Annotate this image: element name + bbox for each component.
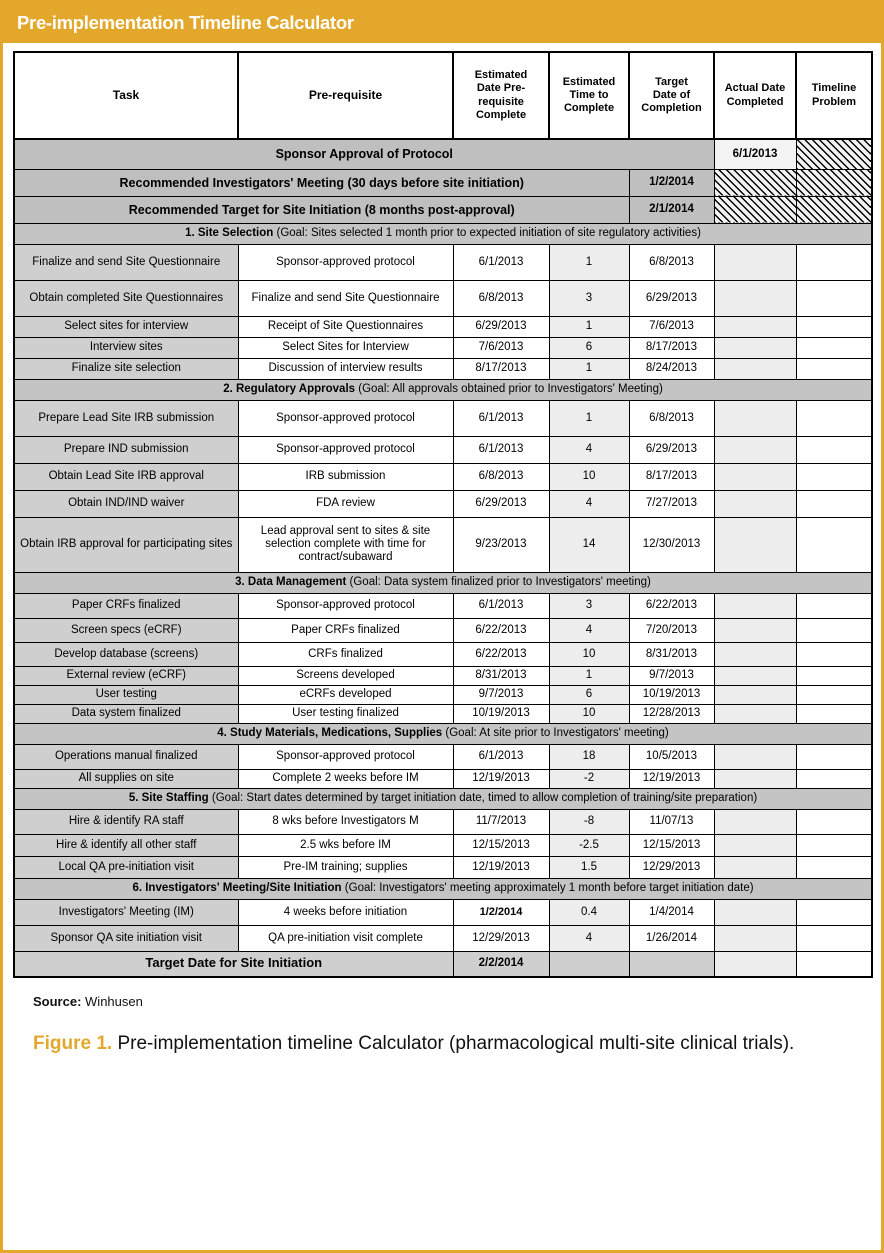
row-est-date: 6/8/2013 bbox=[453, 280, 549, 316]
row-prerequisite: Sponsor-approved protocol bbox=[238, 593, 453, 618]
row-task: All supplies on site bbox=[14, 769, 238, 788]
row-target-date: 8/24/2013 bbox=[629, 358, 714, 379]
col-header-target-date-of-completion: Target Date of Completion bbox=[629, 52, 714, 139]
row-timeline-problem bbox=[796, 517, 872, 572]
row-est-time: 3 bbox=[549, 280, 629, 316]
row-timeline-problem bbox=[796, 769, 872, 788]
col-header-actual-date-completed: Actual Date Completed bbox=[714, 52, 796, 139]
section-number: 3. Data Management bbox=[235, 576, 347, 589]
final-target-date[interactable]: 2/2/2014 bbox=[453, 951, 549, 977]
final-target-actual[interactable] bbox=[714, 951, 796, 977]
table-row bbox=[14, 704, 872, 723]
figure-caption-text: Pre-implementation timeline Calculator (pharmacological multi-site clinical trials). bbox=[117, 1033, 795, 1054]
section-goal: (Goal: All approvals obtained prior to Investigators' Meeting) bbox=[358, 383, 663, 396]
milestone-label: Recommended Investigators' Meeting (30 days before site initiation) bbox=[14, 169, 629, 196]
row-est-date: 6/22/2013 bbox=[453, 642, 549, 666]
row-est-date: 6/1/2013 bbox=[453, 400, 549, 436]
row-target-date: 8/17/2013 bbox=[629, 337, 714, 358]
row-target-date: 12/29/2013 bbox=[629, 856, 714, 878]
row-timeline-problem bbox=[796, 400, 872, 436]
col-header-prerequisite: Pre-requisite bbox=[238, 52, 453, 139]
row-est-date: 12/15/2013 bbox=[453, 834, 549, 856]
col-header-task: Task bbox=[14, 52, 238, 139]
row-est-time: 1 bbox=[549, 316, 629, 337]
row-est-date: 7/6/2013 bbox=[453, 337, 549, 358]
row-prerequisite: Paper CRFs finalized bbox=[238, 618, 453, 642]
timeline-calculator-table bbox=[13, 51, 873, 978]
row-task: Paper CRFs finalized bbox=[14, 593, 238, 618]
row-task: External review (eCRF) bbox=[14, 666, 238, 685]
row-est-time: 1 bbox=[549, 400, 629, 436]
row-est-date: 10/19/2013 bbox=[453, 704, 549, 723]
row-task: Prepare IND submission bbox=[14, 436, 238, 463]
row-est-time: 1 bbox=[549, 244, 629, 280]
row-target-date: 6/29/2013 bbox=[629, 280, 714, 316]
milestone-row-recommended-target-site-initiation bbox=[14, 196, 872, 223]
row-target-date: 6/8/2013 bbox=[629, 244, 714, 280]
row-est-time: 18 bbox=[549, 744, 629, 769]
row-actual-date-input[interactable] bbox=[714, 280, 796, 316]
page-title: Pre-implementation Timeline Calculator bbox=[17, 12, 354, 33]
row-prerequisite: CRFs finalized bbox=[238, 642, 453, 666]
row-prerequisite: Sponsor-approved protocol bbox=[238, 436, 453, 463]
row-actual-date-input[interactable] bbox=[714, 685, 796, 704]
row-actual-date-input[interactable] bbox=[714, 856, 796, 878]
milestone-timeline-problem-hatched bbox=[796, 169, 872, 196]
row-target-date: 8/31/2013 bbox=[629, 642, 714, 666]
row-prerequisite: QA pre-initiation visit complete bbox=[238, 925, 453, 951]
milestone-row-recommended-investigators-meeting bbox=[14, 169, 872, 196]
milestone-row-sponsor-approval bbox=[14, 139, 872, 169]
row-prerequisite: Discussion of interview results bbox=[238, 358, 453, 379]
final-target-row bbox=[14, 951, 872, 977]
row-est-date-input[interactable]: 1/2/2014 bbox=[453, 899, 549, 925]
row-target-date: 12/15/2013 bbox=[629, 834, 714, 856]
row-task: Obtain Lead Site IRB approval bbox=[14, 463, 238, 490]
milestone-date: 1/2/2014 bbox=[629, 169, 714, 196]
row-task: Obtain completed Site Questionnaires bbox=[14, 280, 238, 316]
row-est-date: 6/1/2013 bbox=[453, 593, 549, 618]
row-est-time: 14 bbox=[549, 517, 629, 572]
row-task: User testing bbox=[14, 685, 238, 704]
table-row bbox=[14, 358, 872, 379]
section-goal: (Goal: Data system finalized prior to Investigators' meeting) bbox=[349, 576, 651, 589]
table-row bbox=[14, 316, 872, 337]
row-actual-date-input[interactable] bbox=[714, 704, 796, 723]
section-goal: (Goal: Investigators' meeting approximately 1 month before target initiation date) bbox=[344, 882, 754, 895]
row-timeline-problem bbox=[796, 809, 872, 834]
section-goal: (Goal: Start dates determined by target initiation date, timed to allow completion of training/site preparation) bbox=[211, 792, 758, 805]
row-est-date: 6/29/2013 bbox=[453, 490, 549, 517]
section-header-2 bbox=[14, 379, 872, 400]
row-est-date: 6/29/2013 bbox=[453, 316, 549, 337]
table-row bbox=[14, 642, 872, 666]
row-prerequisite: IRB submission bbox=[238, 463, 453, 490]
row-timeline-problem bbox=[796, 834, 872, 856]
table-header-row bbox=[14, 52, 872, 139]
row-target-date: 12/19/2013 bbox=[629, 769, 714, 788]
col-header-estimated-time-to-complete: Estimated Time to Complete bbox=[549, 52, 629, 139]
row-timeline-problem bbox=[796, 744, 872, 769]
row-est-time: 6 bbox=[549, 337, 629, 358]
final-target-label: Target Date for Site Initiation bbox=[14, 951, 453, 977]
row-timeline-problem bbox=[796, 280, 872, 316]
figure-caption bbox=[33, 1031, 853, 1056]
row-est-date: 9/23/2013 bbox=[453, 517, 549, 572]
row-prerequisite: Select Sites for Interview bbox=[238, 337, 453, 358]
milestone-label: Sponsor Approval of Protocol bbox=[14, 139, 714, 169]
row-task: Hire & identify RA staff bbox=[14, 809, 238, 834]
row-prerequisite: Sponsor-approved protocol bbox=[238, 400, 453, 436]
row-task: Prepare Lead Site IRB submission bbox=[14, 400, 238, 436]
final-target-problem bbox=[796, 951, 872, 977]
row-prerequisite: Pre-IM training; supplies bbox=[238, 856, 453, 878]
row-task: Data system finalized bbox=[14, 704, 238, 723]
row-prerequisite: 8 wks before Investigators M bbox=[238, 809, 453, 834]
table-row bbox=[14, 809, 872, 834]
row-est-time: 4 bbox=[549, 925, 629, 951]
row-target-date: 6/8/2013 bbox=[629, 400, 714, 436]
section-number: 5. Site Staffing bbox=[128, 792, 209, 805]
row-actual-date-input[interactable] bbox=[714, 593, 796, 618]
row-actual-date-input[interactable] bbox=[714, 809, 796, 834]
milestone-actual-date[interactable]: 6/1/2013 bbox=[714, 139, 796, 169]
table-row bbox=[14, 618, 872, 642]
row-target-date: 12/28/2013 bbox=[629, 704, 714, 723]
row-actual-date-input[interactable] bbox=[714, 490, 796, 517]
row-est-date: 12/19/2013 bbox=[453, 856, 549, 878]
row-est-date: 8/17/2013 bbox=[453, 358, 549, 379]
row-actual-date-input[interactable] bbox=[714, 436, 796, 463]
row-actual-date-input[interactable] bbox=[714, 517, 796, 572]
row-target-date: 10/19/2013 bbox=[629, 685, 714, 704]
final-target-blank-completion bbox=[629, 951, 714, 977]
row-actual-date-input[interactable] bbox=[714, 834, 796, 856]
section-number: 1. Site Selection bbox=[185, 227, 274, 240]
row-task: Interview sites bbox=[14, 337, 238, 358]
row-task: Finalize and send Site Questionnaire bbox=[14, 244, 238, 280]
row-actual-date-input[interactable] bbox=[714, 899, 796, 925]
table-body bbox=[14, 139, 872, 977]
table-row bbox=[14, 280, 872, 316]
row-est-time: 4 bbox=[549, 436, 629, 463]
row-actual-date-input[interactable] bbox=[714, 618, 796, 642]
row-timeline-problem bbox=[796, 666, 872, 685]
row-timeline-problem bbox=[796, 704, 872, 723]
row-est-date: 8/31/2013 bbox=[453, 666, 549, 685]
row-est-date: 6/1/2013 bbox=[453, 744, 549, 769]
row-task: Select sites for interview bbox=[14, 316, 238, 337]
timeline-table-container bbox=[3, 43, 881, 978]
row-est-date: 12/19/2013 bbox=[453, 769, 549, 788]
row-prerequisite: Sponsor-approved protocol bbox=[238, 244, 453, 280]
table-row bbox=[14, 744, 872, 769]
row-prerequisite: Lead approval sent to sites & site selection complete with time for contract/subaward bbox=[238, 517, 453, 572]
row-prerequisite: eCRFs developed bbox=[238, 685, 453, 704]
row-est-time: 6 bbox=[549, 685, 629, 704]
row-est-time: 1 bbox=[549, 358, 629, 379]
row-actual-date-input[interactable] bbox=[714, 337, 796, 358]
row-target-date: 1/26/2014 bbox=[629, 925, 714, 951]
row-prerequisite: Complete 2 weeks before IM bbox=[238, 769, 453, 788]
row-task: Obtain IND/IND waiver bbox=[14, 490, 238, 517]
final-target-blank-time bbox=[549, 951, 629, 977]
source-label: Source: bbox=[33, 994, 82, 1009]
row-target-date: 7/6/2013 bbox=[629, 316, 714, 337]
row-actual-date-input[interactable] bbox=[714, 769, 796, 788]
table-row bbox=[14, 436, 872, 463]
row-task: Sponsor QA site initiation visit bbox=[14, 925, 238, 951]
section-header-row bbox=[14, 878, 872, 899]
section-header-row bbox=[14, 223, 872, 244]
row-timeline-problem bbox=[796, 685, 872, 704]
milestone-timeline-problem-hatched bbox=[796, 196, 872, 223]
milestone-label: Recommended Target for Site Initiation (8 months post-approval) bbox=[14, 196, 629, 223]
row-task: Hire & identify all other staff bbox=[14, 834, 238, 856]
figure-number: Figure 1. bbox=[33, 1033, 113, 1054]
row-timeline-problem bbox=[796, 436, 872, 463]
section-header-row bbox=[14, 788, 872, 809]
row-actual-date-input[interactable] bbox=[714, 358, 796, 379]
section-number: 2. Regulatory Approvals bbox=[223, 383, 356, 396]
milestone-date: 2/1/2014 bbox=[629, 196, 714, 223]
table-row bbox=[14, 490, 872, 517]
row-task: Operations manual finalized bbox=[14, 744, 238, 769]
row-actual-date-input[interactable] bbox=[714, 244, 796, 280]
table-row bbox=[14, 899, 872, 925]
source-value: Winhusen bbox=[85, 994, 143, 1009]
row-est-time: 3 bbox=[549, 593, 629, 618]
row-target-date: 6/22/2013 bbox=[629, 593, 714, 618]
row-est-time: -2.5 bbox=[549, 834, 629, 856]
row-est-time: -2 bbox=[549, 769, 629, 788]
row-est-time: 1 bbox=[549, 666, 629, 685]
table-row bbox=[14, 244, 872, 280]
row-est-date: 12/29/2013 bbox=[453, 925, 549, 951]
row-actual-date-input[interactable] bbox=[714, 744, 796, 769]
row-prerequisite: 4 weeks before initiation bbox=[238, 899, 453, 925]
row-est-time: 10 bbox=[549, 642, 629, 666]
row-est-date: 6/22/2013 bbox=[453, 618, 549, 642]
figure-footer bbox=[3, 978, 881, 1056]
row-est-time: -8 bbox=[549, 809, 629, 834]
col-header-estimated-date-prerequisite-complete: Estimated Date Pre- requisite Complete bbox=[453, 52, 549, 139]
col-header-timeline-problem: Timeline Problem bbox=[796, 52, 872, 139]
row-timeline-problem bbox=[796, 316, 872, 337]
row-est-time: 1.5 bbox=[549, 856, 629, 878]
row-task: Develop database (screens) bbox=[14, 642, 238, 666]
row-actual-date-input[interactable] bbox=[714, 316, 796, 337]
panel-title-bar bbox=[3, 3, 881, 43]
row-timeline-problem bbox=[796, 337, 872, 358]
table-row bbox=[14, 685, 872, 704]
row-timeline-problem bbox=[796, 642, 872, 666]
row-task: Obtain IRB approval for participating sites bbox=[14, 517, 238, 572]
section-goal: (Goal: Sites selected 1 month prior to expected initiation of site regulatory activities) bbox=[276, 227, 701, 240]
row-est-date: 6/1/2013 bbox=[453, 436, 549, 463]
row-task: Local QA pre-initiation visit bbox=[14, 856, 238, 878]
table-row bbox=[14, 666, 872, 685]
row-est-time: 10 bbox=[549, 463, 629, 490]
row-timeline-problem bbox=[796, 490, 872, 517]
section-header-3 bbox=[14, 572, 872, 593]
milestone-actual-hatched bbox=[714, 196, 796, 223]
row-est-date: 9/7/2013 bbox=[453, 685, 549, 704]
row-actual-date-input[interactable] bbox=[714, 400, 796, 436]
row-est-time: 4 bbox=[549, 490, 629, 517]
row-est-date: 6/8/2013 bbox=[453, 463, 549, 490]
row-timeline-problem bbox=[796, 618, 872, 642]
row-est-time: 10 bbox=[549, 704, 629, 723]
table-row bbox=[14, 463, 872, 490]
row-prerequisite: User testing finalized bbox=[238, 704, 453, 723]
table-row bbox=[14, 517, 872, 572]
row-timeline-problem bbox=[796, 593, 872, 618]
section-header-6 bbox=[14, 878, 872, 899]
row-target-date: 7/20/2013 bbox=[629, 618, 714, 642]
row-prerequisite: Finalize and send Site Questionnaire bbox=[238, 280, 453, 316]
row-est-date: 6/1/2013 bbox=[453, 244, 549, 280]
row-prerequisite: Receipt of Site Questionnaires bbox=[238, 316, 453, 337]
row-target-date: 7/27/2013 bbox=[629, 490, 714, 517]
row-target-date: 6/29/2013 bbox=[629, 436, 714, 463]
row-prerequisite: Sponsor-approved protocol bbox=[238, 744, 453, 769]
section-header-row bbox=[14, 379, 872, 400]
table-row bbox=[14, 593, 872, 618]
row-task: Investigators' Meeting (IM) bbox=[14, 899, 238, 925]
row-actual-date-input[interactable] bbox=[714, 642, 796, 666]
row-task: Screen specs (eCRF) bbox=[14, 618, 238, 642]
section-header-5 bbox=[14, 788, 872, 809]
source-line bbox=[33, 994, 881, 1009]
row-prerequisite: Screens developed bbox=[238, 666, 453, 685]
row-est-time: 4 bbox=[549, 618, 629, 642]
table-row bbox=[14, 925, 872, 951]
row-target-date: 11/07/13 bbox=[629, 809, 714, 834]
row-actual-date-input[interactable] bbox=[714, 463, 796, 490]
row-timeline-problem bbox=[796, 925, 872, 951]
section-number: 6. Investigators' Meeting/Site Initiation bbox=[132, 882, 342, 895]
row-timeline-problem bbox=[796, 899, 872, 925]
row-timeline-problem bbox=[796, 856, 872, 878]
row-actual-date-input[interactable] bbox=[714, 666, 796, 685]
milestone-timeline-problem-hatched bbox=[796, 139, 872, 169]
row-task: Finalize site selection bbox=[14, 358, 238, 379]
row-timeline-problem bbox=[796, 358, 872, 379]
row-timeline-problem bbox=[796, 463, 872, 490]
section-header-row bbox=[14, 723, 872, 744]
row-target-date: 12/30/2013 bbox=[629, 517, 714, 572]
row-prerequisite: FDA review bbox=[238, 490, 453, 517]
row-target-date: 1/4/2014 bbox=[629, 899, 714, 925]
section-number: 4. Study Materials, Medications, Supplies bbox=[217, 727, 443, 740]
section-goal: (Goal: At site prior to Investigators' meeting) bbox=[445, 727, 669, 740]
row-est-time: 0.4 bbox=[549, 899, 629, 925]
row-est-date: 11/7/2013 bbox=[453, 809, 549, 834]
table-row bbox=[14, 856, 872, 878]
table-row bbox=[14, 834, 872, 856]
row-prerequisite: 2.5 wks before IM bbox=[238, 834, 453, 856]
row-actual-date-input[interactable] bbox=[714, 925, 796, 951]
section-header-1 bbox=[14, 223, 872, 244]
table-row bbox=[14, 769, 872, 788]
section-header-row bbox=[14, 572, 872, 593]
row-target-date: 10/5/2013 bbox=[629, 744, 714, 769]
row-target-date: 8/17/2013 bbox=[629, 463, 714, 490]
row-target-date: 9/7/2013 bbox=[629, 666, 714, 685]
milestone-actual-hatched bbox=[714, 169, 796, 196]
table-row bbox=[14, 400, 872, 436]
section-header-4 bbox=[14, 723, 872, 744]
table-row bbox=[14, 337, 872, 358]
row-timeline-problem bbox=[796, 244, 872, 280]
